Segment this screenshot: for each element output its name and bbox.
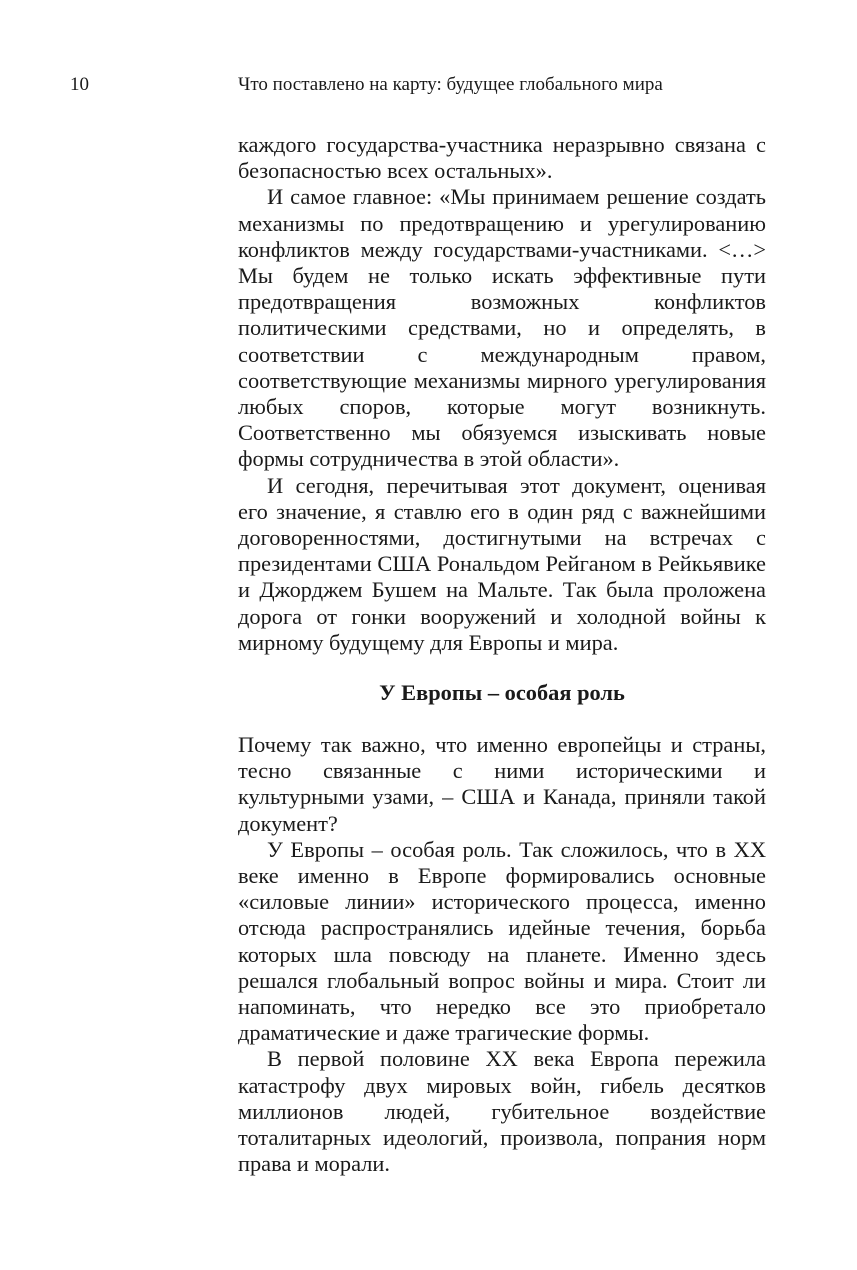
- paragraph: В первой половине XX века Европа пережила катастрофу двух мировых войн, гибель десятков миллионов людей, губительное воздействие тоталитарных идеологий, произвола, попрания норм права и морали.: [238, 1046, 766, 1177]
- paragraph: И самое главное: «Мы принимаем решение создать механизмы по предотвращению и урегулированию конфликтов между государствами-участниками. <…> Мы будем не только искать эффективные пути предотвращения возможных конфликтов политическими средствами, но и определять, в соответствии с международным правом, соответствующие механизмы мирного урегулирования любых споров, которые могут возникнуть. Соответственно мы обязуемся изыскивать новые формы сотрудничества в этой области».: [238, 184, 766, 472]
- paragraph: И сегодня, перечитывая этот документ, оценивая его значение, я ставлю его в один ряд с важнейшими договоренностями, достигнутыми на встречах с президентами США Рональдом Рейганом в Рейкьявике и Джорджем Бушем на Мальте. Так была проложена дорога от гонки вооружений и холодной войны к мирному будущему для Европы и мира.: [238, 472, 766, 655]
- paragraph: Почему так важно, что именно европейцы и страны, тесно связанные с ними историческими и культурными узами, – США и Канада, приняли такой документ?: [238, 732, 766, 836]
- page-number: 10: [70, 74, 89, 95]
- section-heading: У Европы – особая роль: [379, 680, 625, 705]
- paragraph: У Европы – особая роль. Так сложилось, что в XX веке именно в Европе формировались основные «силовые линии» исторического процесса, именно отсюда распространялись идейные течения, борьба которых шла повсюду на планете. Именно здесь решался глобальный вопрос войны и мира. Стоит ли напоминать, что нередко все это приобретало драматические и даже трагические формы.: [238, 836, 766, 1046]
- body-text-continued: [238, 132, 766, 656]
- body-text-section: [238, 732, 766, 1177]
- running-title: Что поставлено на карту: будущее глобального мира: [238, 74, 663, 95]
- paragraph: каждого государства-участника неразрывно связана с безопасностью всех остальных».: [238, 132, 766, 184]
